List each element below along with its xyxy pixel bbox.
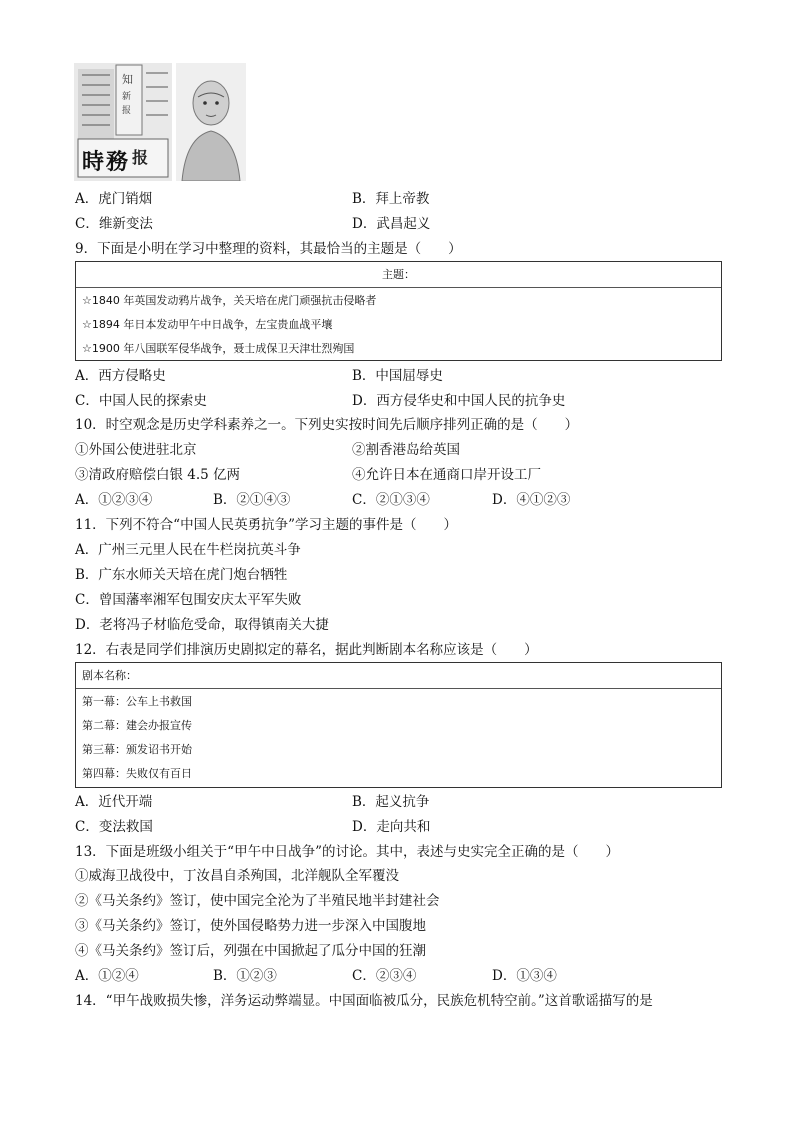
- q9-table-header-row: [76, 262, 721, 288]
- q10-item: ①外国公使进驻北京: [75, 442, 197, 458]
- svg-text:报: 报: [122, 106, 132, 116]
- q12-act-item: 第一幕：公车上书救国: [82, 695, 192, 708]
- q13-stem: 13．下面是班级小组关于“甲午中日战争”的讨论。其中，表述与史实完全正确的是（ ）: [75, 844, 619, 860]
- q9-table-item: ☆1840 年英国发动鸦片战争，关天培在虎门顽强抗击侵略者: [82, 294, 377, 307]
- q10-option-a[interactable]: A．①②③④: [75, 492, 153, 508]
- svg-text:務: 務: [106, 149, 129, 175]
- q12-act-item: 第三幕：颁发诏书开始: [82, 743, 192, 756]
- q12-script-table: [75, 662, 722, 788]
- q10-option-b[interactable]: B．②①④③: [213, 492, 291, 508]
- q11-stem: 11．下列不符合“中国人民英勇抗争”学习主题的事件是（ ）: [75, 517, 457, 533]
- q8-option-b[interactable]: B．拜上帝教: [352, 191, 430, 207]
- q14-stem: 14．“甲午战败损失惨，洋务运动弊端显。中国面临被瓜分，民族危机特空前。”这首歌谣描写的是: [75, 993, 653, 1009]
- q10-item: ④允许日本在通商口岸开设工厂: [352, 467, 541, 483]
- q13-item: ②《马关条约》签订，使中国完全沦为了半殖民地半封建社会: [75, 893, 440, 909]
- q12-act-item: 第四幕：失败仅有百日: [82, 767, 192, 780]
- q11-option-b[interactable]: B．广东水师关天培在虎门炮台牺牲: [75, 567, 288, 583]
- q8-option-d[interactable]: D．武昌起义: [352, 216, 431, 232]
- svg-text:新: 新: [122, 92, 132, 102]
- q12-table-header: 剧本名称：: [82, 669, 137, 682]
- q8-option-c[interactable]: C．维新变法: [75, 216, 153, 232]
- q10-item: ③清政府赔偿白银 4.5 亿两: [75, 467, 241, 483]
- svg-text:报: 报: [132, 148, 149, 167]
- q9-option-a[interactable]: A．西方侵略史: [75, 368, 166, 384]
- q12-stem: 12．右表是同学们排演历史剧拟定的幕名，据此判断剧本名称应该是（ ）: [75, 642, 538, 658]
- svg-text:知: 知: [122, 73, 133, 86]
- q12-option-d[interactable]: D．走向共和: [352, 819, 431, 835]
- q10-stem: 10．时空观念是历史学科素养之一。下列史实按时间先后顺序排列正确的是（ ）: [75, 417, 579, 433]
- q10-option-c[interactable]: C．②①③④: [352, 492, 430, 508]
- q12-table-row: [76, 689, 721, 787]
- newspaper-photo: [74, 63, 172, 181]
- q13-option-c[interactable]: C．②③④: [352, 968, 417, 984]
- q8-option-a[interactable]: A．虎门销烟: [75, 191, 153, 207]
- q9-stem: 9．下面是小明在学习中整理的资料，其最恰当的主题是（ ）: [75, 241, 462, 257]
- q9-option-d[interactable]: D．西方侵华史和中国人民的抗争史: [352, 393, 566, 409]
- q11-option-a[interactable]: A．广州三元里人民在牛栏岗抗英斗争: [75, 542, 301, 558]
- q13-item: ④《马关条约》签订后，列强在中国掀起了瓜分中国的狂潮: [75, 943, 426, 959]
- q10-option-d[interactable]: D．④①②③: [492, 492, 571, 508]
- q9-table-item: ☆1900 年八国联军侵华战争，聂士成保卫天津壮烈殉国: [82, 342, 355, 355]
- q12-option-a[interactable]: A．近代开端: [75, 794, 153, 810]
- q9-table-row: [76, 288, 721, 360]
- q11-option-d[interactable]: D．老将冯子材临危受命，取得镇南关大捷: [75, 617, 329, 633]
- q13-option-d[interactable]: D．①③④: [492, 968, 557, 984]
- q12-option-c[interactable]: C．变法救国: [75, 819, 153, 835]
- q9-table-item: ☆1894 年日本发动甲午中日战争，左宝贵血战平壤: [82, 318, 333, 331]
- svg-text:時: 時: [82, 149, 105, 175]
- q10-item: ②割香港岛给英国: [352, 442, 460, 458]
- q11-option-c[interactable]: C．曾国藩率湘军包围安庆太平军失败: [75, 592, 302, 608]
- q9-table-header: 主题：: [382, 268, 415, 281]
- q13-item: ③《马关条约》签订，使外国侵略势力进一步深入中国腹地: [75, 918, 426, 934]
- q13-option-a[interactable]: A．①②④: [75, 968, 139, 984]
- q12-act-item: 第二幕：建会办报宣传: [82, 719, 192, 732]
- portrait-photo: [176, 63, 246, 181]
- q9-option-b[interactable]: B．中国屈辱史: [352, 368, 443, 384]
- q12-table-header-row: [76, 663, 721, 689]
- q13-option-b[interactable]: B．①②③: [213, 968, 277, 984]
- q9-option-c[interactable]: C．中国人民的探索史: [75, 393, 207, 409]
- q13-item: ①威海卫战役中，丁汝昌自杀殉国，北洋舰队全军覆没: [75, 868, 399, 884]
- q12-option-b[interactable]: B．起义抗争: [352, 794, 430, 810]
- q9-theme-table: [75, 261, 722, 361]
